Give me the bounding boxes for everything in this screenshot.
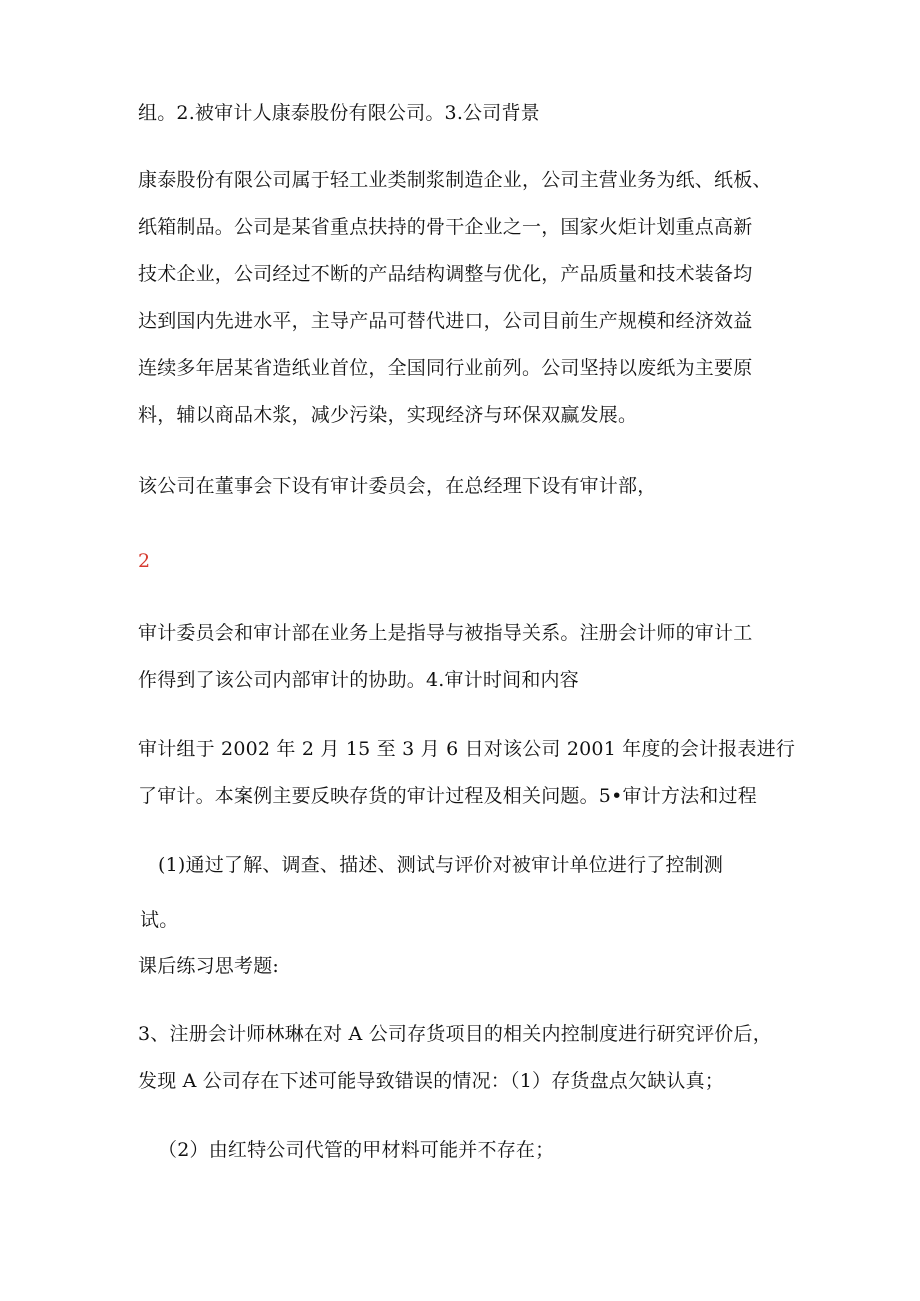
text-line: 技术企业，公司经过不断的产品结构调整与优化，产品质量和技术装备均 xyxy=(138,263,753,285)
page-number: 2 xyxy=(138,550,151,572)
text-line: 试。 xyxy=(140,909,179,931)
text-line: 3、注册会计师林琳在对 A 公司存货项目的相关内控制度进行研究评价后， xyxy=(138,1023,772,1045)
text-line: 发现 A 公司存在下述可能导致错误的情况：（1）存货盘点欠缺认真； xyxy=(138,1070,724,1092)
text-line: 了审计。本案例主要反映存货的审计过程及相关问题。5•审计方法和过程 xyxy=(138,785,757,807)
text-line: （2）由红特公司代管的甲材料可能并不存在； xyxy=(158,1139,555,1161)
text-line: 审计组于 2002 年 2 月 15 至 3 月 6 日对该公司 2001 年度的会计报表进行 xyxy=(138,738,796,760)
text-line: 连续多年居某省造纸业首位，全国同行业前列。公司坚持以废纸为主要原 xyxy=(138,357,753,379)
section-heading: 课后练习思考题: xyxy=(138,955,280,977)
text-line: 作得到了该公司内部审计的协助。4.审计时间和内容 xyxy=(138,669,579,691)
text-line: 该公司在董事会下设有审计委员会，在总经理下设有审计部， xyxy=(138,475,657,497)
text-line: 组。2.被审计人康泰股份有限公司。3.公司背景 xyxy=(138,102,540,124)
text-line: 纸箱制品。公司是某省重点扶持的骨干企业之一，国家火炬计划重点高新 xyxy=(138,216,753,238)
text-line: 料，辅以商品木浆，减少污染，实现经济与环保双赢发展。 xyxy=(138,404,638,426)
text-line: 达到国内先进水平，主导产品可替代进口，公司目前生产规模和经济效益 xyxy=(138,310,753,332)
text-line: 康泰股份有限公司属于轻工业类制浆制造企业，公司主营业务为纸、纸板、 xyxy=(138,169,772,191)
text-line: (1)通过了解、调查、描述、测试与评价对被审计单位进行了控制测 xyxy=(158,854,724,876)
text-line: 审计委员会和审计部在业务上是指导与被指导关系。注册会计师的审计工 xyxy=(138,622,753,644)
